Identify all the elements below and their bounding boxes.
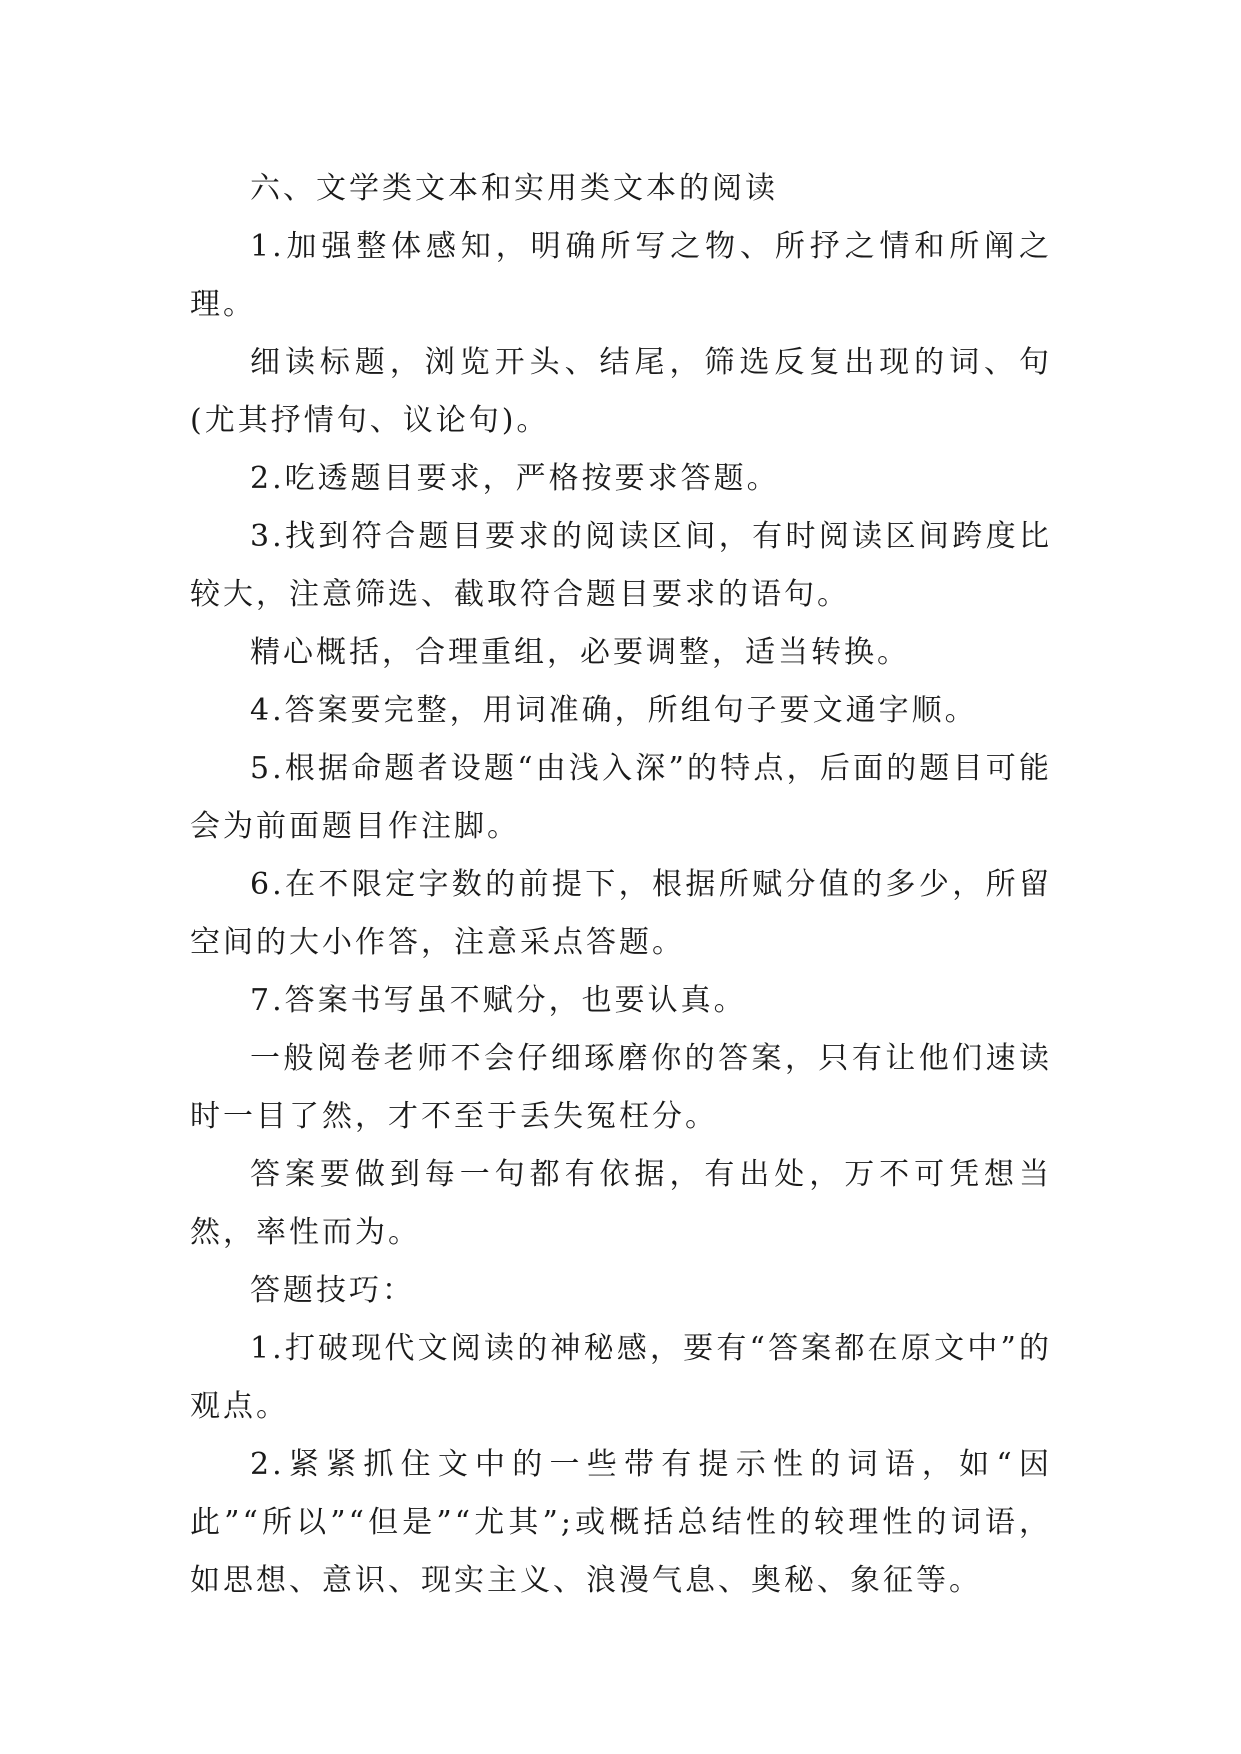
paragraph-point-5: 5.根据命题者设题“由浅入深”的特点，后面的题目可能会为前面题目作注脚。 <box>190 751 1052 844</box>
paragraph-point-2: 2.吃透题目要求，严格按要求答题。 <box>250 461 780 496</box>
paragraph-point-7-detail-a: 一般阅卷老师不会仔细琢磨你的答案，只有让他们速读时一目了然，才不至于丢失冤枉分。 <box>190 1041 1052 1134</box>
paragraph-point-1: 1.加强整体感知，明确所写之物、所抒之情和所阐之理。 <box>190 229 1052 322</box>
paragraph-point-3: 3.找到符合题目要求的阅读区间，有时阅读区间跨度比较大，注意筛选、截取符合题目要求的语句。 <box>190 519 1052 612</box>
tips-heading: 答题技巧： <box>250 1273 415 1308</box>
paragraph-point-6: 6.在不限定字数的前提下，根据所赋分值的多少，所留空间的大小作答，注意采点答题。 <box>190 867 1052 960</box>
paragraph-point-1-detail: 细读标题，浏览开头、结尾，筛选反复出现的词、句(尤其抒情句、议论句)。 <box>190 345 1052 438</box>
paragraph-point-7-detail-b: 答案要做到每一句都有依据，有出处，万不可凭想当然，率性而为。 <box>190 1157 1052 1250</box>
section-heading: 六、文学类文本和实用类文本的阅读 <box>250 171 778 206</box>
document-body <box>190 160 1052 1610</box>
tip-1: 1.打破现代文阅读的神秘感，要有“答案都在原文中”的观点。 <box>190 1331 1052 1424</box>
paragraph-point-7: 7.答案书写虽不赋分，也要认真。 <box>250 983 747 1018</box>
tip-2: 2.紧紧抓住文中的一些带有提示性的词语，如“因此”“所以”“但是”“尤其”;或概括总结性的较理性的词语，如思想、意识、现实主义、浪漫气息、奥秘、象征等。 <box>190 1447 1052 1598</box>
paragraph-point-3-detail: 精心概括，合理重组，必要调整，适当转换。 <box>250 635 910 670</box>
paragraph-point-4: 4.答案要完整，用词准确，所组句子要文通字顺。 <box>250 693 978 728</box>
